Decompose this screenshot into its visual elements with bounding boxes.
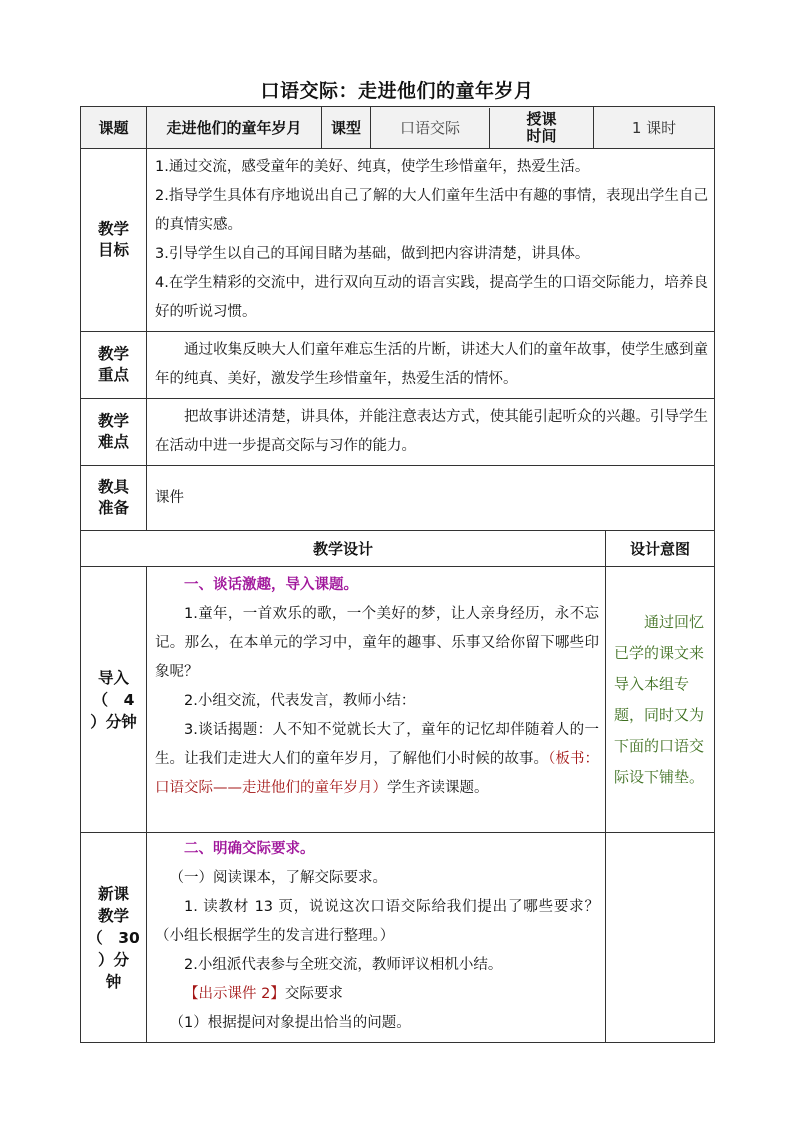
stage1-label-line1: 导入 [97,668,129,687]
difficulties-row [81,399,715,466]
materials-content [147,466,715,531]
goal-item: 2.指导学生具体有序地说出自己了解的大人们童年生活中有趣的事情，表现出学生自己的真情实感。 [155,188,708,233]
stage2-paragraph: （1）根据提问对象提出恰当的问题。 [169,1015,411,1031]
stage2-intent [606,833,715,1043]
stage1-p3-after: 学生齐读课题。 [387,780,489,796]
difficulties-text: 把故事讲述清楚，讲具体，并能注意表达方式，使其能引起听众的兴趣。引导学生在活动中进一步提高交际与习作的能力。 [155,409,708,454]
stage2-content [147,833,606,1043]
stage2-label-line5: 钟 [105,972,122,991]
stage2-paragraph: 2.小组派代表参与全班交流，教师评议相机小结。 [184,957,503,973]
intent-header: 设计意图 [606,531,715,567]
stage1-label-line2: （ 4 [92,690,135,709]
design-header-row [81,531,715,567]
materials-row [81,466,715,531]
stage2-label-line3: （ 30 [87,928,140,947]
stage2-paragraph: （一）阅读课本，了解交际要求。 [169,870,387,886]
key-points-row [81,332,715,399]
stage1-paragraph [155,716,599,803]
stage2-title: 二、明确交际要求。 [184,841,315,857]
type-value: 口语交际 [399,119,460,137]
stage1-p3-text: 3.谈话揭题：人不知不觉就长大了，童年的记忆却伴随着人的一生。让我们走进大人们的童年岁月，了解他们小时候的故事。 [155,722,599,767]
stage2-label [81,833,147,1043]
stage1-label-line3: ）分钟 [90,712,137,731]
stage2-label-line2: 教学 [97,906,129,925]
difficulties-content [147,399,715,466]
time-label-line1: 授课 [526,109,557,128]
lesson-plan-table [80,106,715,1043]
topic-label: 课题 [81,107,147,149]
difficulties-label [81,399,147,466]
stage1-paragraph: 2.小组交流，代表发言，教师小结： [184,693,416,709]
stage2-row [81,833,715,1043]
goal-item: 4.在学生精彩的交流中，进行双向互动的语言实践，提高学生的口语交际能力，培养良好的听说习惯。 [155,275,708,320]
materials-text: 课件 [155,489,184,506]
stage1-label [81,567,147,833]
stage2-p4-rest: 交际要求 [284,986,343,1002]
type-cell [371,107,594,149]
stage1-intent [606,567,715,833]
design-header: 教学设计 [81,531,606,567]
type-label: 课型 [322,107,371,149]
stage1-row [81,567,715,833]
courseware-tag: 【出示课件 2】 [184,986,285,1002]
stage2-label-line1: 新课 [97,884,129,903]
time-label [490,108,593,148]
key-points-text: 通过收集反映大人们童年难忘生活的片断，讲述大人们的童年故事，使学生感到童年的纯真、美好，激发学生珍惜童年，热爱生活的情怀。 [155,342,708,387]
key-points-label-line2: 重点 [97,366,129,384]
difficulties-label-line2: 难点 [97,433,129,451]
difficulties-label-line1: 教学 [97,412,129,430]
goals-label [81,149,147,332]
stage2-paragraph [155,980,599,1009]
stage1-paragraph: 1.童年，一首欢乐的歌，一个美好的梦，让人亲身经历，永不忘记。那么，在本单元的学习中，童年的趣事、乐事又给你留下哪些印象呢？ [155,606,599,680]
stage1-intent-text: 通过回忆已学的课文来导入本组专题，同时又为下面的口语交际设下铺垫。 [614,612,705,786]
materials-label-line1: 教具 [97,478,129,496]
goals-label-line2: 目标 [97,241,129,259]
key-points-label [81,332,147,399]
key-points-content [147,332,715,399]
goal-item: 3.引导学生以自己的耳闻目睹为基础，做到把内容讲清楚，讲具体。 [155,246,590,262]
materials-label-line2: 准备 [97,499,129,517]
time-value: 1 课时 [594,107,715,149]
board-note: （板书：口语交际——走进他们的童年岁月） [155,751,600,796]
page-title: 口语交际：走进他们的童年岁月 [260,80,534,102]
stage2-paragraph: 1. 读教材 13 页，说说这次口语交际给我们提出了哪些要求？（小组长根据学生的发言进行整理。） [155,899,599,944]
goals-label-line1: 教学 [97,220,129,238]
header-row [81,107,715,149]
topic-value: 走进他们的童年岁月 [147,107,322,149]
stage2-label-line4: ）分 [97,950,129,969]
goals-row [81,149,715,332]
stage1-title: 一、谈话激趣，导入课题。 [184,577,358,593]
stage1-content [147,567,606,833]
goal-item: 1.通过交流，感受童年的美好、纯真，使学生珍惜童年，热爱生活。 [155,159,590,175]
time-label-line2: 时间 [526,126,557,145]
materials-label [81,466,147,531]
key-points-label-line1: 教学 [97,345,129,363]
goals-content [147,149,715,332]
